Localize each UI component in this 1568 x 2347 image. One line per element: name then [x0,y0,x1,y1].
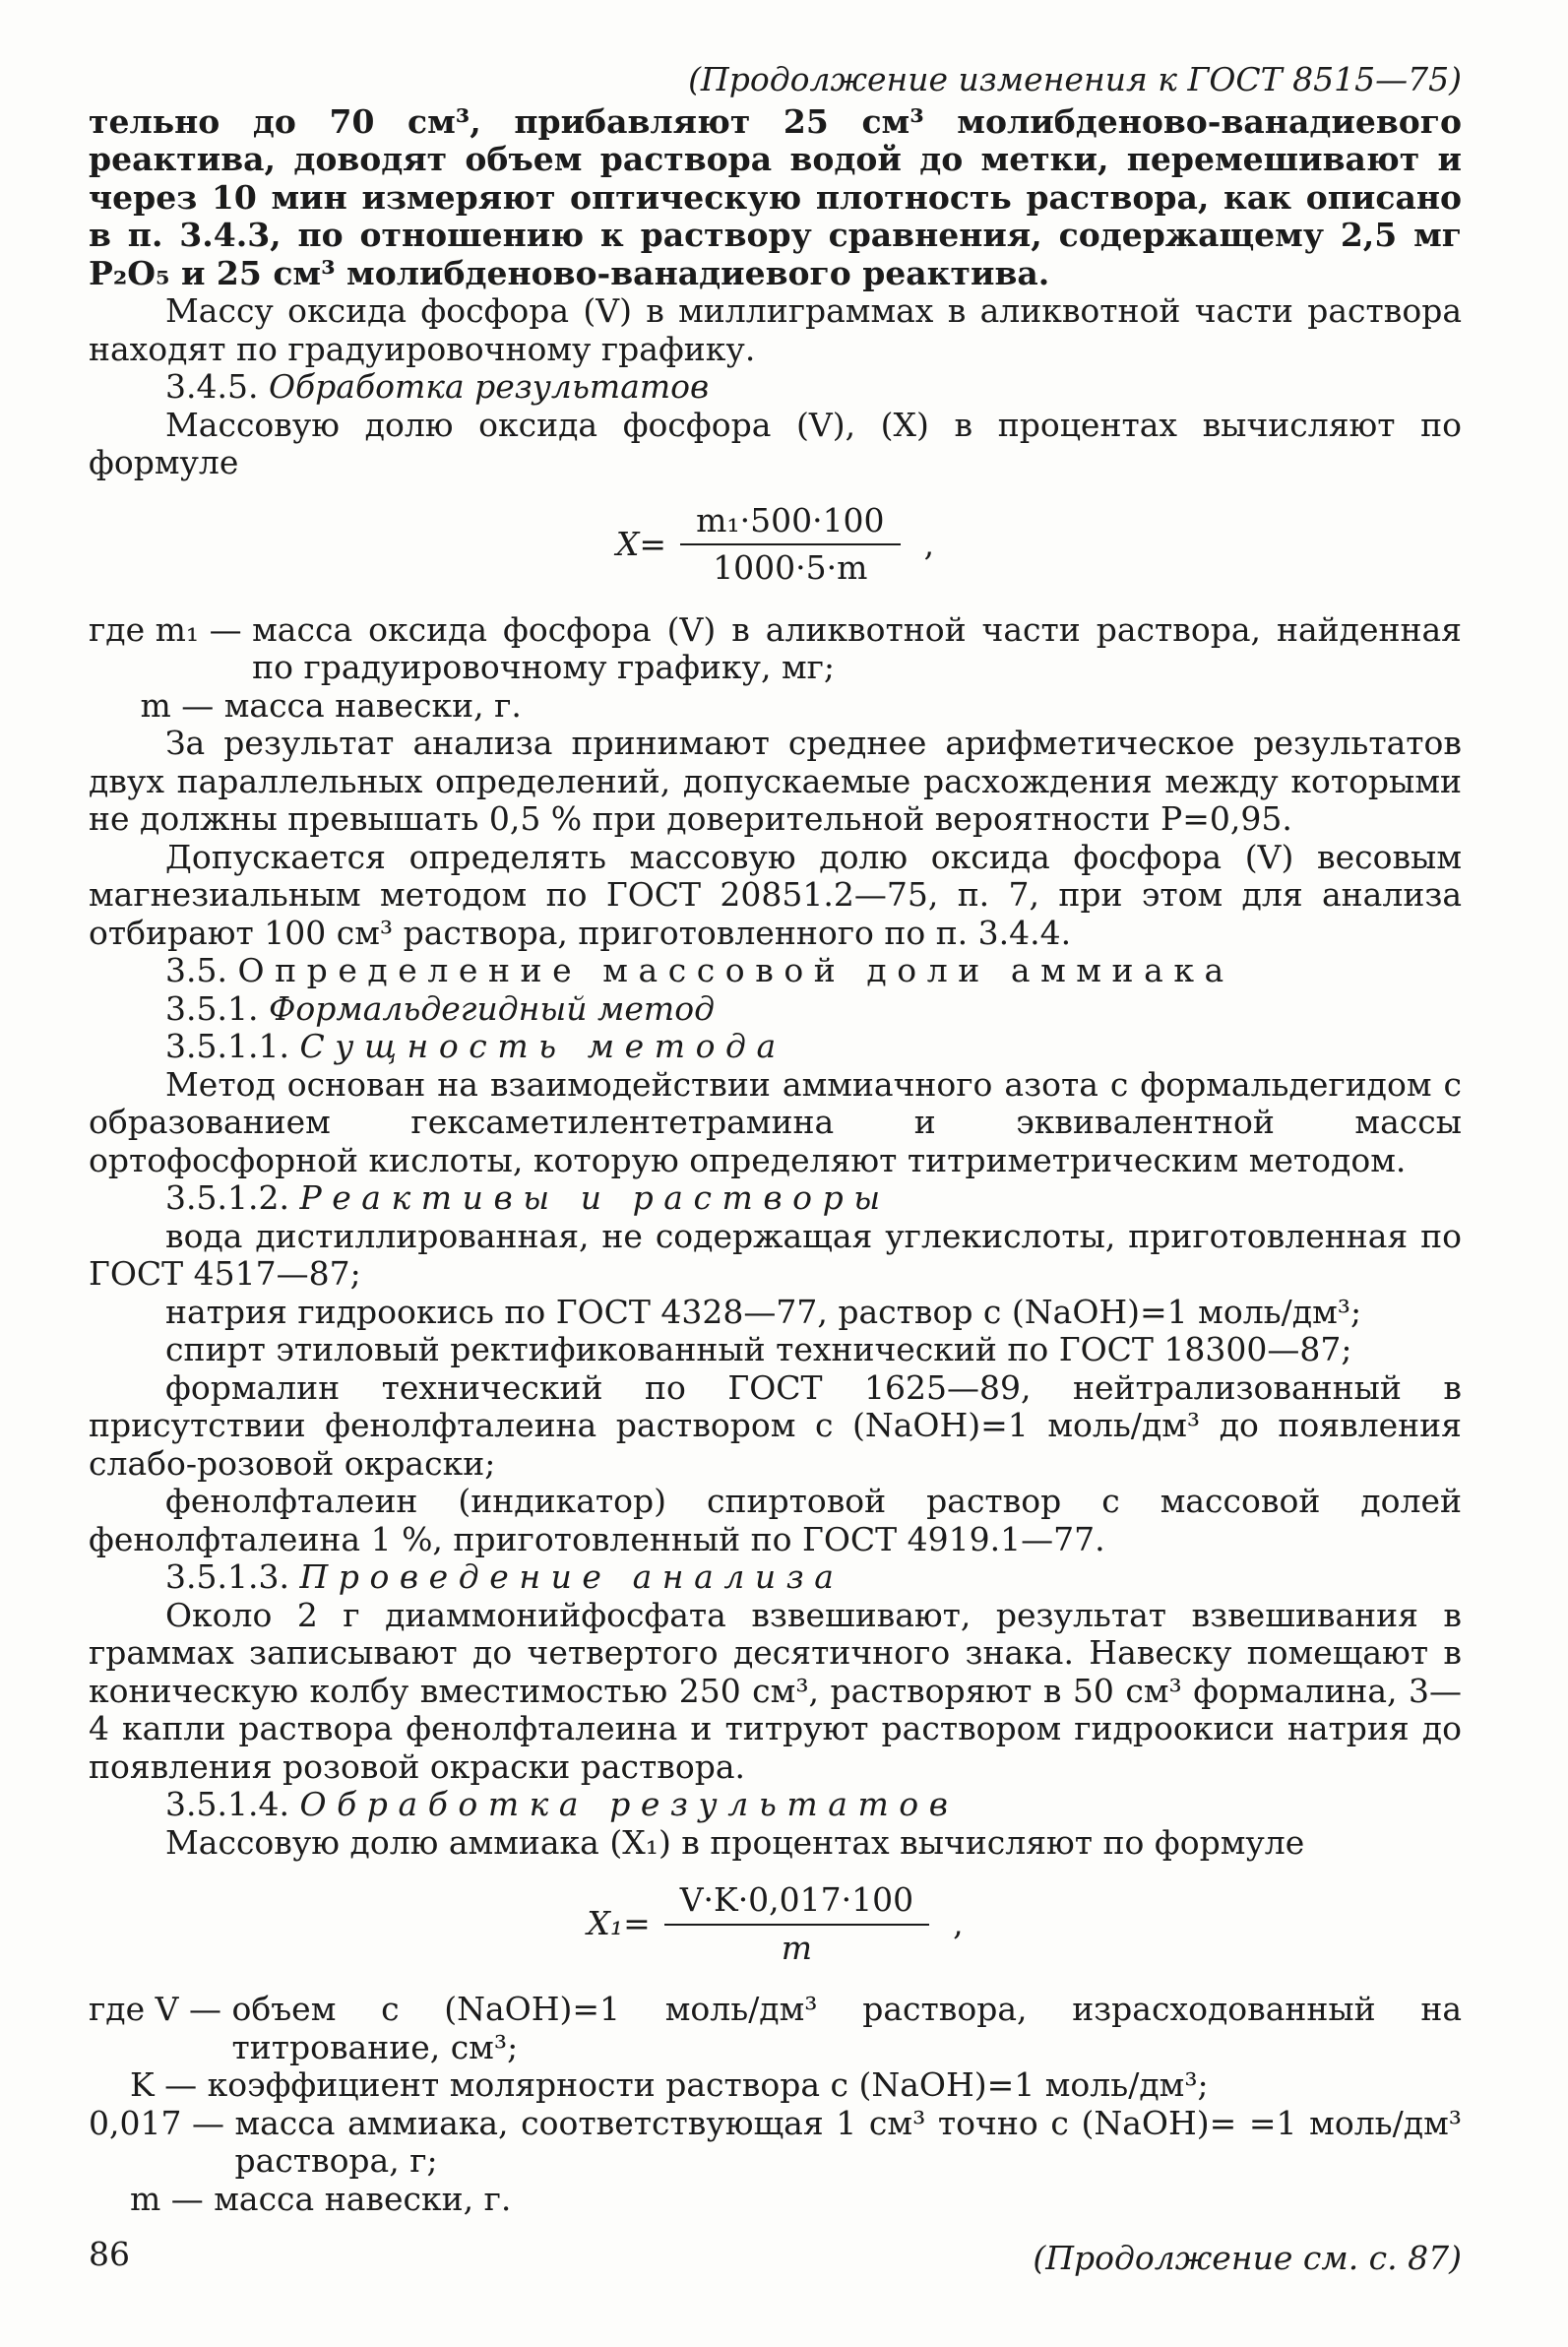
reagent-item: формалин технический по ГОСТ 1625—89, нейтрализованный в присутствии фенолфталеина раствором c (NaOH)=1 моль/дм³ до появления слабо-розовой окраски; [89,1367,1462,1483]
section-heading-3-5-1-3 [89,1558,1462,1597]
section-number: 3.5.1. [165,988,259,1028]
formula-comma: , [923,524,935,563]
paragraph: Около 2 г диаммонийфосфата взвешивают, результат взвешивания в граммах записывают до четвертого десятичного знака. Навеску помещают в коническую колбу вместимостью 250 см³, растворяют в 50 см³ формалина, 3—4 капли раствора фенолфталеина и титруют раствором гидроокиси натрия до появления розовой окраски раствора. [89,1595,1462,1786]
page-number: 86 [89,2235,130,2273]
section-title: Обработка результатов [268,367,710,406]
formula-lhs: X₁= [587,1904,651,1943]
definition-item [89,2066,1462,2105]
section-heading-3-4-5 [89,368,1462,407]
denominator: 1000·5·m [713,548,868,587]
paragraph: тельно до 70 см³, прибавляют 25 см³ молибденово-ванадиевого реактива, доводят объем раствора водой до метки, перемешивают и через 10 мин измеряют оптическую плотность раствора, как описано в п. 3.4.3, по отношению к раствору сравнения, содержащему 2,5 мг P₂O₅ и 25 см³ молибденово-ванадиевого реактива. [89,101,1462,292]
section-title: Сущность метода [299,1027,786,1065]
reagent-item: натрия гидроокись по ГОСТ 4328—77, раствор c (NaOH)=1 моль/дм³; [165,1292,1362,1331]
formula-x [89,502,1462,588]
fraction [680,502,900,588]
definition-item [89,687,1462,726]
section-number: 3.5.1.3. [165,1557,289,1596]
section-number: 3.5.1.1. [165,1027,289,1065]
definition-label: 0,017 — [89,2103,235,2142]
reagent-item: фенолфталеин (индикатор) спиртовой раствор с массовой долей фенолфталеина 1 %, приготовленный по ГОСТ 4919.1—77. [89,1482,1462,1558]
section-number: 3.5.1.2. [165,1178,289,1217]
definition-label: K — [89,2065,208,2104]
document-page [89,61,1462,2278]
definition-text: коэффициент молярности раствора c (NaOH)=1 моль/дм³; [207,2065,1209,2104]
definition-label: m — [89,2179,215,2218]
section-title: Формальдегидный метод [268,988,715,1028]
definition-text: объем c (NaOH)=1 моль/дм³ раствора, израсходованный на титрование, см³; [231,1990,1462,2066]
definition-label: где V — [89,1990,232,2028]
section-heading-3-5-1 [89,990,1462,1029]
section-number: 3.5. [165,951,227,989]
definition-label: где m₁ — [89,609,253,649]
definition-item [89,2181,1462,2219]
section-number: 3.4.5. [165,367,259,406]
denominator: m [781,1928,813,1967]
formula-lhs: X= [615,524,667,563]
section-heading-3-5 [89,952,1462,990]
section-title: Обработка результатов [299,1785,959,1823]
definition-text: масса аммиака, соответствующая 1 см³ точно c (NaOH)= =1 моль/дм³ раствора, г; [234,2103,1462,2180]
section-heading-3-5-1-1 [89,1028,1462,1066]
paragraph: Массу оксида фосфора (V) в миллиграммах в аликвотной части раствора находят по градуировочному графику. [89,291,1462,368]
reagent-item: спирт этиловый ректификованный технический по ГОСТ 18300—87; [165,1330,1352,1368]
paragraph: Метод основан на взаимодействии аммиачного азота с формальдегидом с образованием гексаметилентетрамина и эквивалентной массы ортофосфорной кислоты, которую определяют титриметрическим методом. [89,1064,1462,1179]
section-heading-3-5-1-4 [89,1786,1462,1824]
numerator: m₁·500·100 [680,502,900,546]
paragraph: Допускается определять массовую долю оксида фосфора (V) весовым магнезиальным методом по ГОСТ 20851.2—75, п. 7, при этом для анализа отбирают 100 см³ раствора, приготовленного по п. 3.4.4. [89,837,1462,952]
fraction [664,1881,929,1967]
definition-item [89,1991,1462,2066]
section-title: Проведение анализа [299,1557,845,1596]
formula-comma: , [953,1904,964,1943]
section-number: 3.5.1.4. [165,1785,289,1823]
paragraph: За результат анализа принимают среднее арифметическое результатов двух параллельных определений, допускаемые расхождения между которыми не должны превышать 0,5 % при доверительной вероятности P=0,95. [89,724,1462,838]
continuation-note: (Продолжение см. с. 87) [1033,2239,1462,2277]
paragraph: Массовую долю аммиака (X₁) в процентах вычисляют по формуле [165,1822,1305,1862]
definition-item [89,611,1462,687]
definition-text: масса оксида фосфора (V) в аликвотной части раствора, найденная по градуировочному графику, мг; [252,609,1462,686]
reagent-item: вода дистиллированная, не содержащая углекислоты, приготовленная по ГОСТ 4517—87; [89,1216,1462,1293]
section-title: Реактивы и растворы [299,1178,891,1217]
paragraph: Массовую долю оксида фосфора (V), (X) в процентах вычисляют по формуле [89,405,1462,481]
running-header: (Продолжение изменения к ГОСТ 8515—75) [688,60,1462,98]
numerator: V·K·0,017·100 [664,1881,929,1926]
definition-item [89,2105,1462,2181]
definition-text: масса навески, г. [223,685,522,725]
definition-label: m — [89,685,224,725]
definition-text: масса навески, г. [214,2179,512,2218]
section-title: Определение массовой доли аммиака [237,951,1234,989]
formula-x1 [89,1881,1462,1967]
section-heading-3-5-1-2 [89,1179,1462,1218]
